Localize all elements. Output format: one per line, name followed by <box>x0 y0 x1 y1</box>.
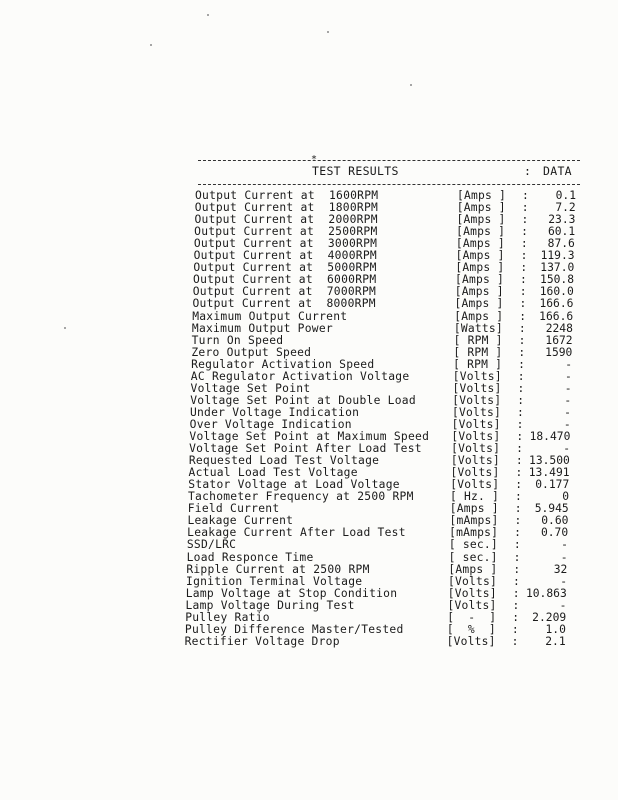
result-label: Output Current at 5000RPM <box>193 261 377 274</box>
result-unit: [Volts] <box>451 418 501 431</box>
result-value: 60.1 <box>547 225 576 238</box>
result-value: 13.500 <box>529 454 570 467</box>
result-row <box>0 298 618 310</box>
result-unit: [ Hz. ] <box>450 490 500 503</box>
result-unit: [Amps ] <box>456 213 506 226</box>
result-value: 166.6 <box>539 297 574 310</box>
result-unit: [Amps ] <box>455 237 505 250</box>
result-value: 1590 <box>545 346 573 359</box>
result-label: Voltage Set Point <box>190 382 311 395</box>
result-label: Output Current at 2000RPM <box>194 213 378 226</box>
result-unit: [Watts] <box>453 322 503 335</box>
result-value: - <box>564 406 571 419</box>
result-label: Output Current at 4000RPM <box>193 249 377 262</box>
result-value: 1.0 <box>545 623 566 636</box>
result-label: Leakage Current After Load Test <box>187 526 406 539</box>
result-label: Zero Output Speed <box>191 346 312 359</box>
result-colon: : <box>520 273 527 286</box>
result-unit: [Amps ] <box>448 563 498 576</box>
result-label: Over Voltage Indication <box>189 418 352 431</box>
result-unit: [Volts] <box>448 575 498 588</box>
result-unit: [ % ] <box>446 623 496 636</box>
result-label: Output Current at 6000RPM <box>193 273 377 286</box>
result-row <box>0 323 618 335</box>
result-label: Maximum Output Power <box>191 322 333 335</box>
result-label: Field Current <box>187 502 280 515</box>
result-label: AC Regulator Activation Voltage <box>190 370 410 383</box>
result-colon: : <box>522 189 529 202</box>
result-unit: [ - ] <box>447 611 497 624</box>
result-colon: : <box>516 442 523 455</box>
result-label: Voltage Set Point at Maximum Speed <box>189 430 430 443</box>
result-label: Rectifier Voltage Drop <box>184 635 340 648</box>
result-value: 23.3 <box>548 213 576 226</box>
result-label: Ripple Current at 2500 RPM <box>186 563 370 576</box>
result-colon: : <box>515 466 523 479</box>
result-colon: : <box>515 490 522 503</box>
result-unit: [mAmps] <box>449 526 499 539</box>
result-colon: : <box>516 418 524 431</box>
result-unit: [Volts] <box>451 442 501 455</box>
result-row <box>0 503 618 515</box>
result-colon: : <box>513 551 521 564</box>
result-label: Output Current at 2500RPM <box>194 225 378 238</box>
result-colon: : <box>517 382 525 395</box>
result-label: Pulley Ratio <box>185 611 270 624</box>
result-colon: : <box>518 346 526 359</box>
result-label: Regulator Activation Speed <box>191 358 375 371</box>
result-value: - <box>565 358 573 371</box>
result-value: 119.3 <box>540 249 575 262</box>
result-value: 2.1 <box>545 635 566 648</box>
result-label: Actual Load Test Voltage <box>188 466 358 479</box>
result-row <box>0 636 618 648</box>
result-colon: : <box>520 237 528 250</box>
result-label: Turn On Speed <box>191 334 284 347</box>
result-row <box>0 539 618 551</box>
header-mark: * <box>311 154 318 165</box>
result-unit: [Amps ] <box>455 273 505 286</box>
result-unit: [ sec.] <box>448 551 498 564</box>
result-label: Output Current at 1800RPM <box>194 201 379 214</box>
result-label: Voltage Set Point After Load Test <box>189 442 422 455</box>
result-colon: : <box>519 310 526 323</box>
result-value: - <box>564 382 572 395</box>
result-value: 2.209 <box>532 611 567 624</box>
result-value: 160.0 <box>539 285 574 298</box>
result-value: 0.70 <box>540 526 569 539</box>
result-row <box>0 491 618 503</box>
result-colon: : <box>520 249 528 262</box>
result-value: 7.2 <box>555 201 576 214</box>
result-unit: [Volts] <box>452 370 502 383</box>
result-colon: : <box>517 370 525 383</box>
header-title: TEST RESULTS <box>312 164 399 178</box>
result-unit: [mAmps] <box>449 514 499 527</box>
result-colon: : <box>518 322 526 335</box>
result-value: 87.6 <box>547 237 575 250</box>
result-row <box>0 600 618 612</box>
result-unit: [Amps ] <box>449 502 499 515</box>
result-value: - <box>563 418 571 431</box>
result-unit: [Volts] <box>452 382 502 395</box>
result-unit: [Amps ] <box>456 225 506 238</box>
result-colon: : <box>511 635 519 648</box>
result-label: Lamp Voltage During Test <box>185 599 355 612</box>
result-colon: : <box>519 285 527 298</box>
result-unit: [ RPM ] <box>453 334 503 347</box>
result-label: Output Current at 7000RPM <box>192 285 377 298</box>
result-colon: : <box>513 575 520 588</box>
result-row <box>0 527 618 539</box>
result-colon: : <box>512 611 519 624</box>
result-value: - <box>560 551 568 564</box>
result-colon: : <box>513 563 521 576</box>
result-colon: : <box>515 454 523 467</box>
result-value: 150.8 <box>540 273 575 286</box>
result-unit: [Volts] <box>451 430 501 443</box>
result-colon: : <box>512 587 520 600</box>
result-unit: [ sec.] <box>448 538 498 551</box>
result-unit: [Volts] <box>451 406 501 419</box>
result-unit: [Amps ] <box>457 189 507 202</box>
result-value: 5.945 <box>534 502 569 515</box>
result-label: Maximum Output Current <box>192 310 348 323</box>
result-colon: : <box>514 502 522 515</box>
result-value: 32 <box>553 563 568 576</box>
result-unit: [Amps ] <box>454 285 504 298</box>
result-unit: [Volts] <box>452 394 502 407</box>
result-colon: : <box>518 334 526 347</box>
result-unit: [Amps ] <box>454 297 504 310</box>
result-colon: : <box>513 538 521 551</box>
result-unit: [ RPM ] <box>453 346 503 359</box>
result-label: SSD/LRC <box>186 538 237 551</box>
result-value: 2248 <box>545 322 573 335</box>
result-colon: : <box>514 514 522 527</box>
result-label: Output Current at 8000RPM <box>192 297 376 310</box>
result-label: Leakage Current <box>187 514 294 527</box>
result-label: Requested Load Test Voltage <box>188 454 380 467</box>
result-value: 0.177 <box>535 478 570 491</box>
result-value: 137.0 <box>540 261 575 274</box>
result-unit: [Volts] <box>447 587 497 600</box>
result-label: Ignition Terminal Voltage <box>186 575 363 588</box>
result-unit: [Volts] <box>450 454 500 467</box>
result-value: - <box>561 538 568 551</box>
result-label: Tachometer Frequency at 2500 RPM <box>188 490 414 503</box>
result-value: 166.6 <box>539 310 574 323</box>
result-value: 0 <box>562 490 569 503</box>
result-unit: [Volts] <box>447 599 497 612</box>
result-label: Output Current at 1600RPM <box>195 189 379 202</box>
result-label: Load Responce Time <box>186 551 314 564</box>
header-data-label: DATA <box>543 164 572 178</box>
result-colon: : <box>515 478 523 491</box>
result-colon: : <box>521 213 529 226</box>
result-unit: [Amps ] <box>455 249 505 262</box>
result-unit: [Amps ] <box>456 201 506 214</box>
result-label: Stator Voltage at Load Voltage <box>188 478 400 491</box>
result-label: Lamp Voltage at Stop Condition <box>185 587 398 600</box>
result-unit: [Volts] <box>450 478 500 491</box>
result-label: Voltage Set Point at Double Load <box>190 394 416 407</box>
result-colon: : <box>517 394 525 407</box>
result-unit: [ RPM ] <box>453 358 503 371</box>
result-colon: : <box>512 599 520 612</box>
result-colon: : <box>511 623 519 636</box>
result-value: 1672 <box>545 334 573 347</box>
result-label: Pulley Difference Master/Tested <box>184 623 404 636</box>
result-colon: : <box>519 297 527 310</box>
result-value: - <box>564 370 572 383</box>
result-colon: : <box>521 201 529 214</box>
result-value: 0.60 <box>541 514 569 527</box>
result-unit: [Volts] <box>450 466 500 479</box>
result-value: 0.1 <box>555 189 576 202</box>
result-label: Under Voltage Indication <box>189 406 360 419</box>
result-unit: [Volts] <box>446 635 496 648</box>
result-value: - <box>559 599 567 612</box>
result-colon: : <box>516 430 524 443</box>
header-colon: : <box>524 164 532 178</box>
result-value: - <box>563 442 571 455</box>
result-unit: [Amps ] <box>454 310 504 323</box>
result-label: Output Current at 3000RPM <box>193 237 378 250</box>
result-value: 10.863 <box>525 587 567 600</box>
result-colon: : <box>520 261 528 274</box>
result-value: 13.491 <box>528 466 570 479</box>
result-value: 18.470 <box>529 430 571 443</box>
result-colon: : <box>521 225 528 238</box>
result-colon: : <box>518 358 525 371</box>
result-value: - <box>564 394 572 407</box>
result-unit: [Amps ] <box>455 261 505 274</box>
result-colon: : <box>516 406 524 419</box>
result-colon: : <box>514 526 521 539</box>
result-value: - <box>560 575 568 588</box>
